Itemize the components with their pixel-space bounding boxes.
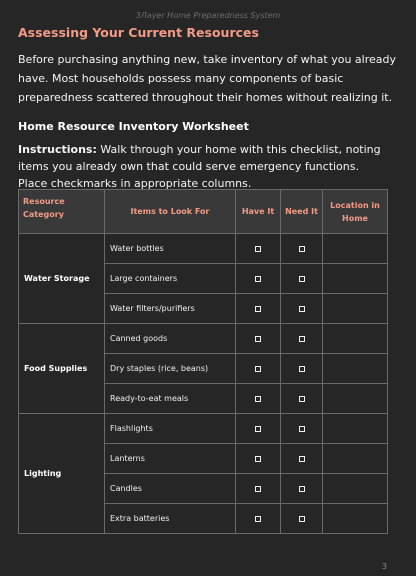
have-it-checkbox[interactable] [255, 306, 261, 312]
page-number: 3 [381, 562, 387, 571]
category-cell: Food Supplies [19, 324, 105, 414]
item-cell: Candles [105, 474, 236, 504]
item-cell: Ready-to-eat meals [105, 384, 236, 414]
have-it-cell [236, 354, 281, 384]
table-row [19, 414, 388, 444]
need-it-cell [281, 414, 323, 444]
item-cell: Dry staples (rice, beans) [105, 354, 236, 384]
have-it-cell [236, 504, 281, 534]
instructions-text-2: Place checkmarks in appropriate columns. [18, 177, 252, 190]
location-cell[interactable] [323, 474, 388, 504]
have-it-checkbox[interactable] [255, 426, 261, 432]
have-it-checkbox[interactable] [255, 396, 261, 402]
need-it-cell [281, 234, 323, 264]
need-it-checkbox[interactable] [299, 336, 305, 342]
item-cell: Canned goods [105, 324, 236, 354]
have-it-cell [236, 414, 281, 444]
need-it-checkbox[interactable] [299, 306, 305, 312]
category-cell: Lighting [19, 414, 105, 534]
have-it-cell [236, 324, 281, 354]
header-have-it: Have It [236, 190, 281, 234]
location-cell[interactable] [323, 234, 388, 264]
table-row [19, 234, 388, 264]
location-cell[interactable] [323, 444, 388, 474]
inventory-table [18, 189, 388, 534]
have-it-checkbox[interactable] [255, 456, 261, 462]
have-it-cell [236, 444, 281, 474]
need-it-cell [281, 264, 323, 294]
need-it-cell [281, 504, 323, 534]
item-cell: Lanterns [105, 444, 236, 474]
have-it-cell [236, 474, 281, 504]
location-cell[interactable] [323, 294, 388, 324]
document-header-title: ЗЛayer Home Preparedness System [135, 11, 281, 20]
have-it-checkbox[interactable] [255, 486, 261, 492]
have-it-checkbox[interactable] [255, 366, 261, 372]
need-it-cell [281, 384, 323, 414]
have-it-checkbox[interactable] [255, 246, 261, 252]
need-it-checkbox[interactable] [299, 456, 305, 462]
intro-paragraph: Before purchasing anything new, take inventory of what you already have. Most households possess many components of basic preparedness scattered throughout their homes without realizing it. [18, 53, 396, 104]
have-it-checkbox[interactable] [255, 276, 261, 282]
location-cell[interactable] [323, 354, 388, 384]
have-it-cell [236, 294, 281, 324]
need-it-cell [281, 474, 323, 504]
item-cell: Water filters/purifiers [105, 294, 236, 324]
have-it-checkbox[interactable] [255, 516, 261, 522]
location-cell[interactable] [323, 414, 388, 444]
need-it-checkbox[interactable] [299, 366, 305, 372]
item-cell: Water bottles [105, 234, 236, 264]
table-header-row [19, 190, 388, 234]
need-it-checkbox[interactable] [299, 486, 305, 492]
table-body [19, 234, 388, 534]
need-it-cell [281, 444, 323, 474]
worksheet-title: Home Resource Inventory Worksheet [18, 120, 249, 133]
need-it-checkbox[interactable] [299, 246, 305, 252]
need-it-cell [281, 354, 323, 384]
header-resource-category: Resource Category [19, 190, 105, 234]
location-cell[interactable] [323, 264, 388, 294]
location-cell[interactable] [323, 504, 388, 534]
item-cell: Flashlights [105, 414, 236, 444]
instructions-paragraph [18, 141, 402, 192]
item-cell: Extra batteries [105, 504, 236, 534]
item-cell: Large containers [105, 264, 236, 294]
header-location-in-home: Location in Home [323, 190, 388, 234]
instructions-label: Instructions: [18, 143, 97, 156]
header-need-it: Need It [281, 190, 323, 234]
have-it-cell [236, 234, 281, 264]
section-title: Assessing Your Current Resources [18, 25, 259, 40]
need-it-checkbox[interactable] [299, 276, 305, 282]
need-it-checkbox[interactable] [299, 396, 305, 402]
location-cell[interactable] [323, 384, 388, 414]
header-items-to-look-for: Items to Look For [105, 190, 236, 234]
need-it-cell [281, 324, 323, 354]
table-row [19, 324, 388, 354]
location-cell[interactable] [323, 324, 388, 354]
need-it-checkbox[interactable] [299, 516, 305, 522]
category-cell: Water Storage [19, 234, 105, 324]
need-it-cell [281, 294, 323, 324]
instructions-text: Walk through your home with this checklist, noting items you already own that could serve emergency functions. [18, 143, 381, 173]
have-it-cell [236, 384, 281, 414]
have-it-checkbox[interactable] [255, 336, 261, 342]
have-it-cell [236, 264, 281, 294]
need-it-checkbox[interactable] [299, 426, 305, 432]
